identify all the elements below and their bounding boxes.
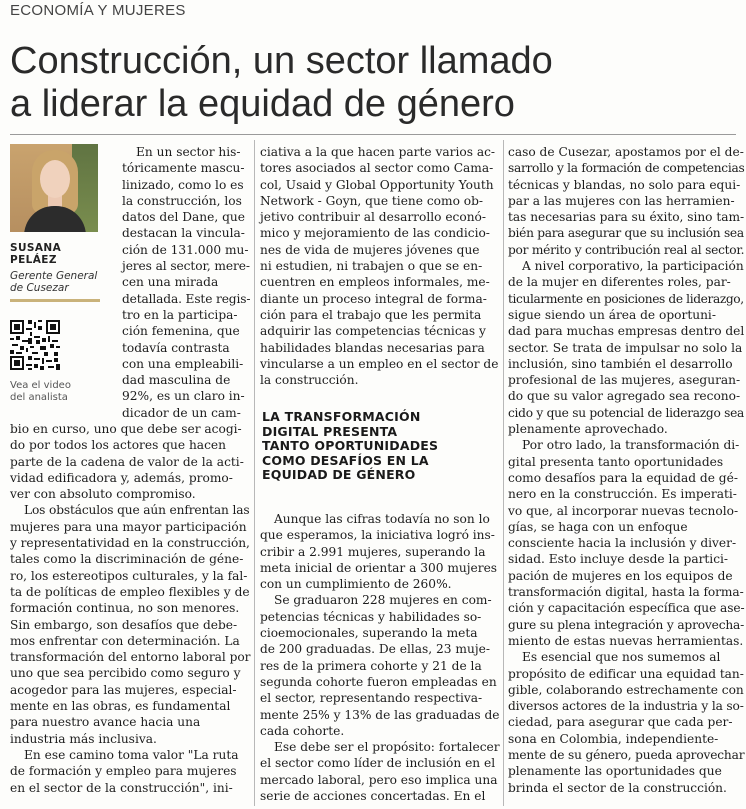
text-line: que esperamos, la iniciativa logró ins- [260, 528, 495, 543]
text-line: de formación y empleo para mujeres [10, 764, 237, 779]
text-line: dad para muchas empresas dentro del [508, 324, 745, 339]
text-line: gure su plena integración y aprovecha- [508, 617, 745, 632]
text-line: propósito de edificar una equidad tan- [508, 666, 744, 681]
subheading-line: DIGITAL PRESENTA [262, 423, 398, 439]
text-line: uno que sea percibido como seguro y [10, 666, 241, 681]
text-line: mente 25% y 13% de las graduadas de [260, 707, 500, 722]
text-line: dad masculina de [122, 373, 231, 388]
text-line: dicador de un cam- [122, 405, 241, 420]
text-line: cioemocionales, superando la meta [260, 626, 478, 641]
text-line: brinda el sector de la construcción. [508, 780, 727, 795]
text-line: ciedad, para asegurar que cada per- [508, 715, 733, 730]
subheading-line: EQUIDAD DE GÉNERO [262, 467, 416, 482]
column-1-top [122, 144, 250, 421]
text-line: y representatividad en la construcción, [10, 536, 250, 551]
text-line: diante un proceso integral de forma- [260, 291, 487, 306]
text-line: Aunque las cifras todavía no son lo [274, 512, 490, 526]
author-divider [10, 299, 100, 302]
text-line: el sector, representando respectiva- [260, 691, 483, 706]
text-line: ver con absoluto compromiso. [10, 487, 196, 502]
text-line: vidad edificadora y, además, promo- [10, 470, 233, 485]
column-2-bottom [260, 511, 500, 804]
video-caption [10, 380, 100, 404]
text-line: formación continua, no son menores. [10, 601, 240, 616]
author-name-line: SUSANA [10, 242, 62, 254]
qr-code-icon[interactable] [10, 320, 60, 370]
author-role [10, 270, 106, 294]
text-line: En ese camino toma valor "La ruta [24, 747, 239, 762]
video-caption-line: del analista [10, 392, 68, 403]
text-line: en el sector de la construcción", ini- [10, 780, 233, 795]
text-line: diversos actores de la industria y la so- [508, 699, 744, 714]
text-line: datos del Dane, que [122, 210, 245, 225]
text-line: profesional de las mujeres, aseguran- [508, 373, 741, 388]
headline-line: a liderar la equidad de género [10, 83, 515, 125]
text-line: bio en curso, uno que debe ser acogi- [10, 422, 242, 436]
subheading [262, 410, 502, 483]
author-photo [10, 144, 98, 232]
column-2-top [260, 144, 500, 388]
text-line: nes de vida de mujeres jóvenes que [260, 242, 480, 257]
text-line: sigue siendo un área de oportuni- [508, 307, 716, 322]
text-line: meta inicial de orientar a 300 mujeres [260, 560, 498, 575]
text-line: ta de políticas de empleo flexibles y de [10, 584, 250, 599]
text-line: Se graduaron 228 mujeres en com- [274, 593, 492, 608]
text-line: con una empleabili- [122, 356, 244, 371]
text-line: la construcción. [260, 373, 359, 388]
text-line: ción para el trabajo que les permita [260, 307, 482, 322]
video-caption-line: Vea el video [10, 380, 71, 391]
text-line: ciativa a la que hacen parte varios ac- [260, 145, 496, 159]
author-role-line: de Cusezar [10, 282, 69, 294]
text-line: 92%, es un claro in- [122, 389, 245, 404]
text-line: plenamente aprovechado. [508, 422, 668, 437]
title-divider [10, 134, 736, 135]
text-line: sector. Se trata de impulsar no solo la [508, 340, 743, 355]
text-line: serie de acciones concertadas. En el [260, 789, 486, 804]
text-line: habilidades blandas necesarias para [260, 340, 485, 355]
text-line: sona en Colombia, independiente- [508, 731, 719, 746]
text-line: do que su valor agregado sea recono- [508, 389, 741, 404]
subheading-line: LA TRANSFORMACIÓN [262, 409, 421, 424]
text-line: gital presenta tanto oportunidades [508, 454, 724, 469]
text-line: nero en la construcción. Es imperati- [508, 487, 737, 502]
text-line: Sin embargo, son desafíos que debe- [10, 617, 238, 632]
text-line: cuentren en empleos informales, me- [260, 275, 490, 290]
text-line: caso de Cusezar, apostamos por el de- [508, 145, 744, 159]
text-line: como desafíos para la equidad de gé- [508, 470, 738, 485]
column-divider [254, 140, 255, 806]
text-line: do por todos los actores que hacen [10, 438, 226, 453]
text-line: ción femenina, que [122, 324, 240, 339]
text-line: cribir a 2.991 mujeres, superando la [260, 544, 486, 559]
text-line: bién para asegurar que su inclusión sea [508, 226, 744, 241]
section-label: ECONOMÍA Y MUJERES [10, 2, 186, 19]
text-line: tro en la participa- [122, 307, 238, 322]
text-line: pación de mujeres en los equipos de [508, 568, 733, 583]
author-name-line: PELÁEZ [10, 254, 57, 266]
text-line: ticularmente en posiciones de liderazgo, [508, 291, 744, 306]
text-line: mente en las obras, es fundamental [10, 699, 231, 714]
text-line: para nuestro avance hacia una [10, 715, 201, 730]
text-line: detallada. Este regis- [122, 291, 251, 306]
text-line: miento de estas nuevas herramientas. [508, 633, 744, 648]
text-line: Por otro lado, la transformación di- [522, 438, 740, 453]
text-line: mente de su género, pueda aprovechar [508, 747, 745, 762]
subheading-line: TANTO OPORTUNIDADES [262, 438, 439, 453]
text-line: segunda cohorte fueron empleadas en [260, 674, 497, 689]
text-line: de la mujer en diferentes roles, par- [508, 275, 731, 290]
text-line: sidad. Esto incluye desde la partici- [508, 552, 729, 567]
text-line: cada cohorte. [260, 723, 345, 738]
text-line: mico y mejoramiento de las condicio- [260, 226, 490, 241]
text-line: con un cumplimiento de 260%. [260, 577, 452, 592]
column-3 [508, 144, 744, 796]
text-line: tas necesarias para su éxito, sino tam- [508, 210, 745, 225]
text-line: mujeres para una mayor participación [10, 519, 247, 534]
text-line: parte de la cadena de valor de la acti- [10, 454, 244, 469]
text-line: de 200 graduadas. De ellas, 23 muje- [260, 642, 490, 657]
text-line: En un sector his- [136, 145, 241, 159]
text-line: Network - Goyn, que tiene como ob- [260, 193, 484, 208]
text-line: ni estudien, ni trabajen o que se en- [260, 259, 483, 274]
headline-line: Construcción, un sector llamado [10, 40, 553, 82]
text-line: vo que, al incorporar nuevas tecnolo- [508, 503, 739, 518]
text-line: vincularse a un empleo en el sector de [260, 356, 499, 371]
text-line: jeres al sector, mere- [122, 259, 250, 274]
text-line: destacan la vincula- [122, 226, 245, 241]
text-line: mos enfrentar con determinación. La [10, 633, 240, 648]
text-line: cen una mirada [122, 275, 219, 290]
text-line: res de la primera cohorte y 21 de la [260, 658, 482, 673]
text-line: industria más inclusiva. [10, 731, 157, 746]
text-line: jetivo contribuir al desarrollo econó- [260, 210, 487, 225]
text-line: Ese debe ser el propósito: fortalecer [274, 740, 500, 755]
text-line: tóricamente mascu- [122, 161, 245, 176]
text-line: técnicas y blandas, no solo para equi- [508, 177, 741, 192]
text-line: transformación del entorno laboral por [10, 650, 251, 665]
text-line: linizado, como lo es [122, 177, 244, 192]
text-line: consciente hacia la inclusión y diver- [508, 536, 737, 551]
headline [10, 40, 740, 126]
column-divider [503, 140, 504, 806]
text-line: tores asociados al sector como Cama- [260, 161, 494, 176]
author-role-line: Gerente General [10, 270, 98, 282]
column-1-bottom [10, 421, 250, 796]
text-line: ción y capacitación específica que ase- [508, 601, 745, 616]
text-line: gible, colaborando estrechamente con [508, 682, 744, 697]
text-line: plenamente las oportunidades que [508, 764, 722, 779]
text-line: A nivel corporativo, la participación [522, 259, 744, 274]
text-line: tales como la discriminación de géne- [10, 552, 244, 567]
text-line: ción de 131.000 mu- [122, 242, 249, 257]
text-line: por mérito y contribución real al sector. [508, 242, 745, 257]
text-line: mercado laboral, pero eso implica una [260, 772, 498, 787]
text-line: el sector como líder de inclusión en el [260, 756, 496, 771]
text-line: adquirir las competencias técnicas y [260, 324, 486, 339]
text-line: la construcción, los [122, 193, 242, 208]
text-line: transformación digital, hasta la forma- [508, 585, 744, 600]
text-line: todavía contrasta [122, 340, 230, 355]
text-line: ro, los estereotipos culturales, y la fal- [10, 568, 248, 583]
text-line: cido y que su potencial de liderazgo sea [508, 405, 745, 420]
text-line: petencias técnicas y habilidades so- [260, 609, 482, 624]
author-name [10, 242, 102, 266]
text-line: par a las mujeres con las herramien- [508, 193, 735, 208]
text-line: sarrollo y la formación de competencias [508, 161, 745, 176]
text-line: Es esencial que nos sumemos al [522, 650, 721, 665]
text-line: acogedor para las mujeres, especial- [10, 682, 237, 697]
text-line: Los obstáculos que aún enfrentan las [24, 503, 250, 518]
subheading-line: COMO DESAFÍOS EN LA [262, 452, 429, 468]
text-line: col, Usaid y Global Opportunity Youth [260, 177, 494, 192]
text-line: inclusión, sino también el desarrollo [508, 356, 733, 371]
text-line: gías, se haga con un enfoque [508, 519, 688, 534]
